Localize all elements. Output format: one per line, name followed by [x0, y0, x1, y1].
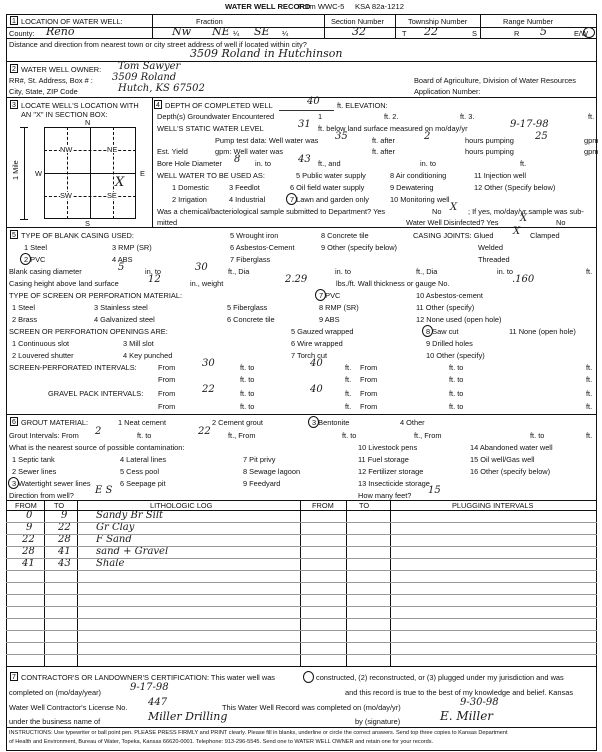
county-value: Reno: [46, 25, 75, 38]
section-5-number: 5: [10, 230, 18, 239]
fraction-header: Fraction: [196, 17, 223, 26]
section-2-number: 2: [10, 64, 18, 73]
signature: E. Miller: [440, 709, 494, 723]
table-row: 41 43 Shale: [22, 558, 125, 569]
section-4-number: 4: [154, 100, 162, 109]
fraction-q2: NE: [212, 25, 230, 38]
spi-from: 30: [202, 358, 215, 369]
location-mark: X: [115, 175, 125, 190]
table-row: 28 41 sand + Gravel: [22, 546, 169, 557]
feet-value: 15: [428, 485, 441, 496]
static-value: 31: [298, 119, 311, 130]
fraction-q3: SE: [254, 25, 270, 38]
business-name: Miller Drilling: [148, 710, 228, 723]
ew-choice: E/W: [574, 29, 588, 38]
range-value: 5: [540, 25, 547, 38]
pump-value: 35: [335, 131, 348, 142]
grout-from: 2: [95, 426, 102, 437]
s3-label: LOCATE WELL'S LOCATION WITH: [21, 101, 139, 110]
township-value: 22: [424, 25, 438, 38]
bore-value: 8: [234, 154, 241, 165]
s5-label: TYPE OF BLANK CASING USED:: [21, 231, 134, 240]
grout-to: 22: [198, 426, 211, 437]
form-number: Form WWC-5: [298, 2, 345, 11]
gpi-from: 22: [202, 384, 215, 395]
county-label: County:: [9, 29, 35, 38]
casing-weight: 2.29: [285, 274, 308, 285]
direction-value: E S: [95, 485, 113, 496]
city-label: City, State, ZIP Code: [9, 87, 78, 96]
depth-value: 40: [307, 96, 320, 107]
section-value: 32: [352, 25, 366, 38]
section-7-number: 7: [10, 672, 18, 681]
static-date: 9-17-98: [510, 119, 549, 130]
township-number-header: Township Number: [408, 17, 468, 26]
casing-to: 30: [195, 262, 208, 273]
table-row: 9 22 Gr Clay: [26, 522, 135, 533]
bore-to: 43: [298, 154, 311, 165]
distance-label: Distance and direction from nearest town or city street address of well if located within city?: [9, 40, 307, 49]
casing-height: 12: [148, 274, 161, 285]
pump-hours: 2: [424, 131, 431, 142]
form-title: WATER WELL RECORD: [225, 2, 311, 11]
casing-diameter: 5: [118, 262, 125, 273]
owner-value: Tom Sawyer: [118, 61, 181, 72]
water-well-record-form: WATER WELL RECORD Form WWC-5 KSA 82a-1212 1 LOCATION OF WATER WELL: Fraction Section Number Township Number Range Number County: Reno Nw NE ¼ SE ¼ 32 T 22 S R 5 E/W Distance and direction from nearest town or city street address of well if located within city? 3509 Roland in Hutchinson 2 WATER WELL OWNER: Tom Sawyer RR#, St. Address, Box # : 3509 Roland Board of Agriculture, Division of Water Resources City, State, ZIP Code Hutch, KS 67502 Application Number: 3 LOCATE WELL'S LOCATION WITH AN "X" IN SECTION BOX: N S W E 1 Mile NW NE SW SE X 4 DEPTH OF COMPLETED WELL 40 ft. ELEVATION: Depth(s) Groundwater Encountered 1 ft. 2. ft. 3. ft. WELL'S STATIC WATER LEVEL 31 ft. below land surface measured on mo/day/yr 9-17-98 Pump test data: Well water was 35 ft. after 2 hours pumping 25 gpm Est. Yield gpm: Well water was ft. after hours pumping gpm Bore Hole Diameter 8 in. to 43 ft., and in. to ft. WELL WATER TO BE USED AS: 5 Public water supply 8 Air conditioning 11 Injection well 1 Domestic 3 Feedlot 6 Oil field water supply 9 Dewatering 12 Other (Specify below) 2 Irrigation 4 Industrial 7 Lawn and garden only 10 Monitoring well Was a chemical/bacteriological sample submitted to Department? Yes No X ; If yes, mo/day/yr sample was sub- mitted Water Well Disinfected? Yes X No 5 TYPE OF BLANK CASING USED: 5 Wrought iron 8 Concrete tile CASING JOINTS: Glued X Clamped 1 Steel 3 RMP (SR) 6 Asbestos-Cement 9 Other (specify below) Welded 2 PVC 4 ABS 7 Fiberglass Threaded Blank casing diameter 5 in. to 30 ft., Dia in. to ft., Dia in. to ft. Casing height above land surface 12 in., weight 2.29 lbs./ft. Wall thickness or gauge No. .160 TYPE OF SCREEN OR PERFORATION MATERIAL: 7 PVC 10 Asbestos-cement 1 Steel 3 Stainless steel 5 Fiberglass 8 RMP (SR) 11 Other (specify) 2 Brass 4 Galvanized steel 6 Concrete tile 9 ABS 12 None used (open hole) SCREEN OR PERFORATION OPENINGS ARE: 5 Gauzed wrapped 8 Saw cut 11 None (open hole) 1 Continuous slot 3 Mill slot 6 Wire wrapped 9 Drilled holes 2 Louvered shutter 4 Key punched 7 Torch cut 10 Other (specify) SCREEN-PERFORATED INTERVALS: From 30 ft. to 40 ft. From ft. to ft. From ft. to ft. From ft. to ft. GRAVEL PACK INTERVALS: From 22 ft. to 40 ft. From ft. to ft. From ft. to ft. From ft. to ft. 6 GROUT MATERIAL: 1 Neat cement 2 Cement grout 3 Bentonite 4 Other Grout Intervals: From 2 ft. to 22 ft., From ft. to ft., From ft. to ft. What is the nearest source of possible contamination: 10 Livestock pens 14 Abandoned water well 1 Septic tank 4 Lateral lines 7 Pit privy 11 Fuel storage 15 Oil well/Gas well 2 Sewer lines 5 Cess pool 8 Sewage lagoon 12 Fertilizer storage 16 Other (specify below) 3 Watertight sewer lines 6 Seepage pit 9 Feedyard 13 Insecticide storage Direction from well? E S How many feet? 15 FROM TO LITHOLOGIC LOG FROM TO PLUGGING INTERVALS 0 9 Sandy Br Silt 9 22 Gr Clay 22 28 F Sand 28 41 sand + Gravel 41 43 Shale 7 CONTRACTOR'S OR LANDOWNER'S CERTIFICATION: This water well was constructed, (2) reconstructed, or (3) plugged under my jurisdiction and was completed on (mo/day/year) 9-17-98 and this record is true to the best of my knowledge and belief. Kansas Water Well Contractor's License No. 447 This Water Well Record was completed on (mo/day/yr) 9-30-98 under the business name of Miller Drilling by (signature) E. Miller INSTRUCTIONS: Use typewriter or ball point pen. PLEASE PRESS FIRMLY and PRINT clearly. Please fill in blanks, underline or circle the correct answers. Send top three copies to Kansas Department of Health and Environment, Bureau of Water, Topeka, Kansas 66620-0001. Telephone: 913-296-5545. Send one to WATER WELL OWNER and retain one for your records.: [0, 0, 602, 752]
casing-gauge: .160: [512, 274, 535, 285]
address-value: 3509 Roland: [112, 72, 177, 83]
section-3-number: 3: [10, 100, 18, 109]
section-number-header: Section Number: [331, 17, 384, 26]
distance-value: 3509 Roland in Hutchinson: [190, 47, 343, 60]
range-number-header: Range Number: [503, 17, 554, 26]
city-value: Hutch, KS 67502: [118, 83, 205, 94]
table-row: 0 9 Sandy Br Silt: [26, 510, 164, 521]
s3-label-2: AN "X" IN SECTION BOX:: [21, 110, 108, 119]
board-label: Board of Agriculture, Division of Water Resources: [414, 76, 576, 85]
application-label: Application Number:: [414, 87, 481, 96]
license-number: 447: [148, 697, 168, 708]
pump-gpm: 25: [535, 131, 548, 142]
static-label: WELL'S STATIC WATER LEVEL: [157, 124, 264, 133]
ksa-number: KSA 82a-1212: [355, 2, 404, 11]
fraction-q1: Nw: [172, 25, 192, 38]
s2-label: WATER WELL OWNER:: [21, 65, 102, 74]
section-1-number: 1: [10, 16, 18, 25]
section-6-number: 6: [10, 417, 18, 426]
record-date: 9-30-98: [460, 697, 499, 708]
mile-label: 1 Mile: [11, 160, 20, 180]
depth-label: DEPTH OF COMPLETED WELL: [165, 101, 273, 110]
address-label: RR#, St. Address, Box # :: [9, 76, 93, 85]
table-row: 22 28 F Sand: [22, 534, 132, 545]
gpi-to: 40: [310, 384, 323, 395]
completed-date: 9-17-98: [130, 682, 169, 693]
spi-to: 40: [310, 358, 323, 369]
s1-label: LOCATION OF WATER WELL:: [21, 17, 123, 26]
